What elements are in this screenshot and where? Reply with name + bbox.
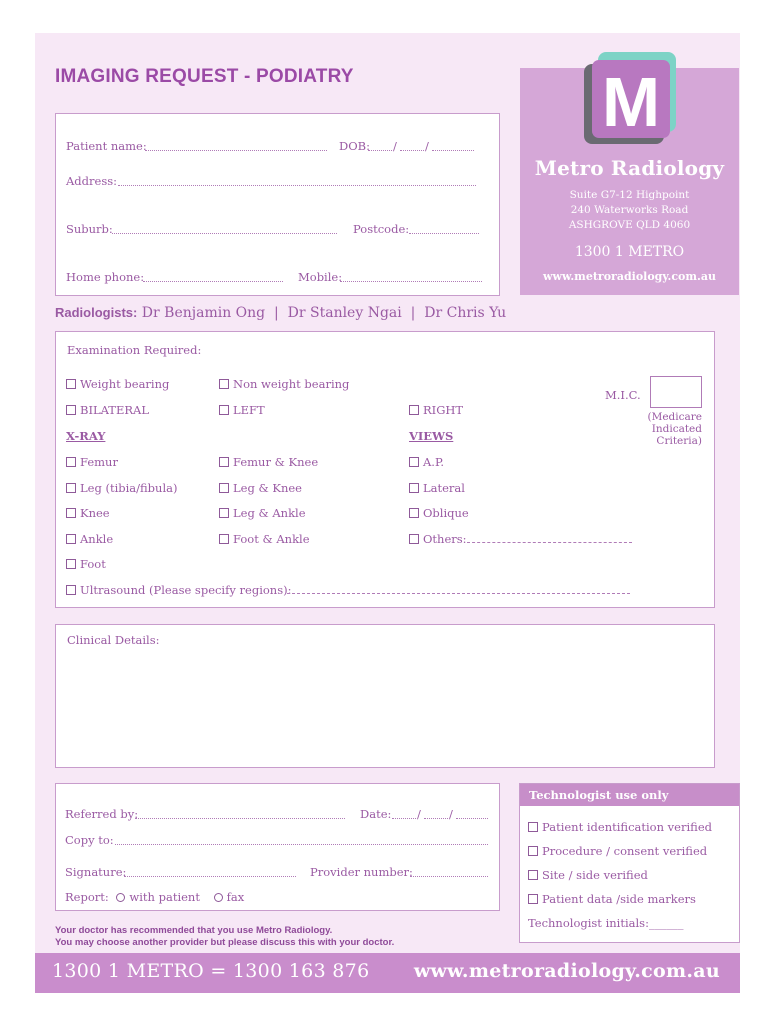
brand-address	[520, 188, 739, 233]
option-label: Femur	[80, 455, 118, 469]
date-month-field[interactable]	[424, 818, 448, 819]
checkbox[interactable]	[66, 508, 76, 518]
address-field[interactable]	[118, 185, 476, 186]
bilateral-option[interactable]	[66, 403, 149, 417]
dob-slash: /	[393, 139, 397, 153]
provider-number-label: Provider number:	[310, 865, 413, 879]
ultrasound-option[interactable]	[66, 583, 291, 597]
option-label: Ultrasound (Please specify regions):	[80, 583, 292, 597]
choice-note	[55, 925, 394, 949]
with-patient-radio[interactable]	[116, 893, 125, 902]
leg-option[interactable]	[66, 481, 177, 495]
date-slash: /	[449, 807, 453, 821]
footer-phone: 1300 1 METRO = 1300 163 876	[52, 960, 370, 982]
checkbox[interactable]	[219, 483, 229, 493]
with-patient-label: with patient	[129, 890, 200, 904]
option-label: Leg (tibia/fibula)	[80, 481, 178, 495]
form-title: IMAGING REQUEST - PODIATRY	[55, 66, 354, 87]
checkbox[interactable]	[528, 822, 538, 832]
address-line: Suite G7-12 Highpoint	[569, 189, 690, 201]
tech-item-label: Patient data /side markers	[542, 892, 696, 906]
referred-by-field[interactable]	[135, 818, 345, 819]
footer-website[interactable]: www.metroradiology.com.au	[413, 960, 720, 982]
ultrasound-regions-field[interactable]	[287, 593, 630, 594]
technologist-initials[interactable]: Technologist initials:______	[528, 916, 684, 930]
mic-label: M.I.C.	[605, 388, 641, 402]
tech-item-procedure[interactable]	[528, 844, 707, 858]
home-phone-field[interactable]	[143, 281, 283, 282]
footer-bar	[35, 953, 740, 993]
views-heading: VIEWS	[409, 429, 454, 443]
mic-note-line: (Medicare	[647, 411, 702, 423]
mic-box[interactable]	[650, 376, 702, 408]
signature-field[interactable]	[124, 876, 296, 877]
oblique-view-option[interactable]	[409, 506, 469, 520]
femur-option[interactable]	[66, 455, 118, 469]
fax-radio[interactable]	[214, 893, 223, 902]
dob-month-field[interactable]	[400, 150, 424, 151]
checkbox[interactable]	[409, 483, 419, 493]
checkbox[interactable]	[219, 508, 229, 518]
checkbox[interactable]	[66, 483, 76, 493]
clinical-details-label: Clinical Details:	[67, 633, 160, 647]
fax-label: fax	[226, 890, 245, 904]
checkbox[interactable]	[528, 894, 538, 904]
option-label: Non weight bearing	[233, 377, 350, 391]
checkbox[interactable]	[528, 846, 538, 856]
tech-item-markers[interactable]	[528, 892, 696, 906]
exam-heading: Examination Required:	[67, 343, 202, 357]
mic-note-line: Criteria)	[656, 435, 702, 447]
radiologists-label: Radiologists:	[55, 305, 138, 320]
tech-item-label: Patient identification verified	[542, 820, 712, 834]
checkbox[interactable]	[219, 534, 229, 544]
checkbox[interactable]	[409, 534, 419, 544]
others-view-option[interactable]	[409, 532, 467, 546]
checkbox[interactable]	[409, 457, 419, 467]
checkbox[interactable]	[66, 559, 76, 569]
checkbox[interactable]	[528, 870, 538, 880]
ankle-option[interactable]	[66, 532, 113, 546]
address-label: Address:	[66, 174, 118, 188]
option-label: Femur & Knee	[233, 455, 319, 469]
dob-slash: /	[425, 139, 429, 153]
checkbox[interactable]	[66, 379, 76, 389]
logo-letter: M	[601, 63, 661, 141]
postcode-field[interactable]	[409, 233, 479, 234]
option-label: LEFT	[233, 403, 265, 417]
others-field[interactable]	[467, 542, 632, 543]
checkbox[interactable]	[409, 508, 419, 518]
lateral-view-option[interactable]	[409, 481, 465, 495]
checkbox[interactable]	[219, 457, 229, 467]
provider-number-field[interactable]	[410, 876, 488, 877]
date-day-field[interactable]	[392, 818, 416, 819]
checkbox[interactable]	[66, 585, 76, 595]
radiologists-names: Dr Benjamin Ong | Dr Stanley Ngai | Dr Chris Yu	[141, 305, 507, 321]
tech-item-label: Site / side verified	[542, 868, 648, 882]
option-label: Weight bearing	[80, 377, 170, 391]
radiologists-line	[55, 305, 506, 321]
postcode-label: Postcode:	[353, 222, 410, 236]
option-label: A.P.	[423, 455, 445, 469]
option-label: Leg & Ankle	[233, 506, 306, 520]
dob-year-field[interactable]	[432, 150, 474, 151]
option-label: Foot	[80, 557, 106, 571]
foot-ankle-option[interactable]	[219, 532, 310, 546]
referred-by-label: Referred by:	[65, 807, 139, 821]
date-slash: /	[417, 807, 421, 821]
left-option[interactable]	[219, 403, 265, 417]
report-label: Report:	[65, 890, 109, 904]
weight-bearing-option[interactable]	[66, 377, 169, 391]
checkbox[interactable]	[409, 405, 419, 415]
dob-day-field[interactable]	[368, 150, 392, 151]
brand-website[interactable]: www.metroradiology.com.au	[543, 270, 716, 283]
checkbox[interactable]	[66, 457, 76, 467]
leg-ankle-option[interactable]	[219, 506, 306, 520]
foot-option[interactable]	[66, 557, 106, 571]
mobile-field[interactable]	[340, 281, 482, 282]
date-label: Date:	[360, 807, 392, 821]
note-line: You may choose another provider but please discuss this with your doctor.	[55, 937, 395, 948]
examination-box	[55, 331, 715, 608]
patient-name-label: Patient name:	[66, 139, 147, 153]
option-label: Lateral	[423, 481, 465, 495]
signature-label: Signature:	[65, 865, 127, 879]
tech-item-site[interactable]	[528, 868, 648, 882]
report-row	[65, 890, 244, 904]
copy-to-field[interactable]	[115, 844, 488, 845]
option-label: Knee	[80, 506, 110, 520]
metro-logo	[580, 52, 678, 145]
femur-knee-option[interactable]	[219, 455, 318, 469]
option-label: Foot & Ankle	[233, 532, 310, 546]
home-phone-label: Home phone:	[66, 270, 145, 284]
option-label: Others:	[423, 532, 467, 546]
option-label: Oblique	[423, 506, 469, 520]
xray-heading: X-RAY	[66, 429, 106, 443]
mic-note	[644, 411, 702, 447]
suburb-field[interactable]	[112, 233, 337, 234]
technologist-heading: Technologist use only	[520, 784, 739, 806]
checkbox[interactable]	[66, 534, 76, 544]
tech-item-id-verified[interactable]	[528, 820, 712, 834]
knee-option[interactable]	[66, 506, 110, 520]
mic-note-line: Indicated	[651, 423, 702, 435]
brand-name: Metro Radiology	[534, 156, 725, 180]
dob-label: DOB:	[339, 139, 370, 153]
address-line: 240 Waterworks Road	[570, 204, 689, 216]
ap-view-option[interactable]	[409, 455, 444, 469]
non-weight-bearing-option[interactable]	[219, 377, 349, 391]
suburb-label: Suburb:	[66, 222, 113, 236]
date-year-field[interactable]	[456, 818, 488, 819]
checkbox[interactable]	[66, 405, 76, 415]
checkbox[interactable]	[219, 405, 229, 415]
option-label: Ankle	[80, 532, 114, 546]
mobile-label: Mobile:	[298, 270, 343, 284]
copy-to-label: Copy to:	[65, 833, 114, 847]
option-label: Leg & Knee	[233, 481, 302, 495]
address-line: ASHGROVE QLD 4060	[568, 219, 691, 231]
leg-knee-option[interactable]	[219, 481, 302, 495]
option-label: BILATERAL	[80, 403, 149, 417]
tech-item-label: Procedure / consent verified	[542, 844, 708, 858]
brand-phone: 1300 1 METRO	[574, 244, 685, 260]
right-option[interactable]	[409, 403, 463, 417]
note-line: Your doctor has recommended that you use Metro Radiology.	[55, 925, 333, 936]
checkbox[interactable]	[219, 379, 229, 389]
option-label: RIGHT	[423, 403, 464, 417]
patient-name-field[interactable]	[145, 150, 327, 151]
